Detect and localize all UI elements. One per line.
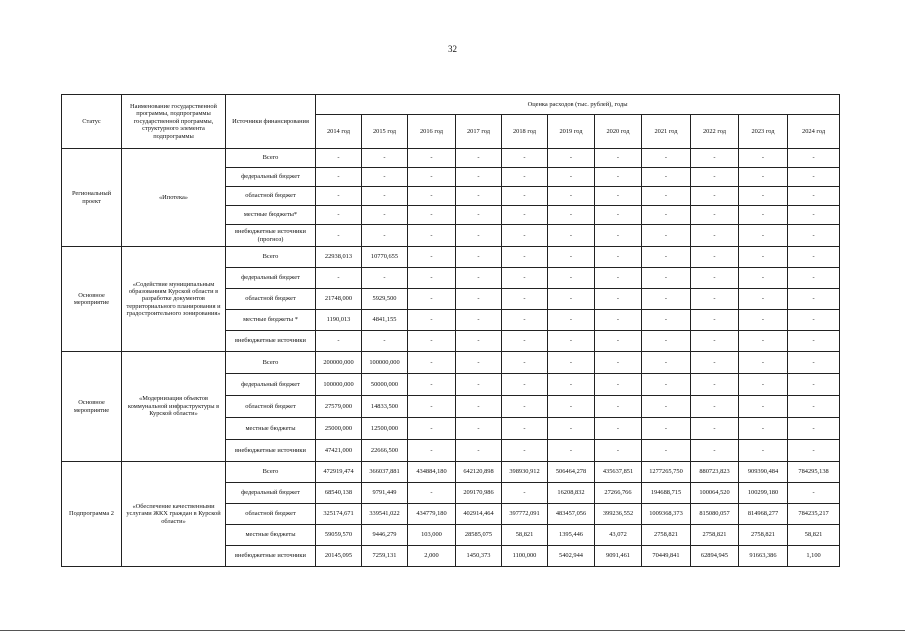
value-cell: 339541,022 [362,504,408,525]
value-cell: - [408,352,456,374]
value-cell: 50000,000 [362,374,408,396]
header-year: 2023 год [739,115,788,149]
value-cell: - [691,310,739,331]
value-cell: - [788,374,840,396]
value-cell: 27579,000 [316,396,362,418]
value-cell: - [739,331,788,352]
value-cell: 103,000 [408,525,456,546]
value-cell: - [642,418,691,440]
value-cell: - [548,289,595,310]
source-cell: областной бюджет [226,396,316,418]
value-cell: 21748,000 [316,289,362,310]
value-cell: 22666,500 [362,440,408,462]
source-cell: местные бюджеты [226,525,316,546]
value-cell: - [788,187,840,206]
value-cell: 25000,000 [316,418,362,440]
value-cell: - [595,310,642,331]
value-cell: - [691,149,739,168]
value-cell: - [408,206,456,225]
value-cell: - [739,187,788,206]
table-row [62,247,840,268]
value-cell: 1450,373 [456,546,502,567]
value-cell: - [739,440,788,462]
value-cell: 22938,013 [316,247,362,268]
value-cell: 784295,138 [788,462,840,483]
value-cell: 472919,474 [316,462,362,483]
value-cell: - [316,331,362,352]
value-cell: 434884,180 [408,462,456,483]
status-cell: Региональный проект [62,149,122,247]
value-cell: - [642,225,691,247]
value-cell: - [408,225,456,247]
value-cell: - [548,247,595,268]
value-cell: - [595,331,642,352]
value-cell: - [691,289,739,310]
value-cell: 27266,766 [595,483,642,504]
status-cell: Подпрограмма 2 [62,462,122,567]
value-cell: - [502,247,548,268]
value-cell: - [456,149,502,168]
value-cell: - [642,374,691,396]
value-cell: - [739,352,788,374]
value-cell: 642120,898 [456,462,502,483]
value-cell: - [408,396,456,418]
program-name-cell: «Содействие муниципальным образованиям Курской области в разработке документов территориального планирования и градостроительного зонирования» [122,247,226,352]
value-cell: - [595,374,642,396]
value-cell: - [502,310,548,331]
value-cell: - [595,440,642,462]
value-cell: - [456,310,502,331]
value-cell: - [642,206,691,225]
budget-table [61,94,840,567]
source-cell: областной бюджет [226,187,316,206]
value-cell: 1190,013 [316,310,362,331]
value-cell: 5402,944 [548,546,595,567]
value-cell: - [456,396,502,418]
value-cell: - [642,187,691,206]
source-cell: местные бюджеты [226,418,316,440]
value-cell: - [408,331,456,352]
value-cell: - [456,187,502,206]
program-name-cell: «Ипотека» [122,149,226,247]
value-cell: - [548,149,595,168]
value-cell: - [316,187,362,206]
value-cell: 2758,821 [739,525,788,546]
value-cell: - [548,331,595,352]
value-cell: 100299,180 [739,483,788,504]
value-cell: - [642,289,691,310]
value-cell: - [548,374,595,396]
value-cell: - [788,206,840,225]
value-cell: - [691,331,739,352]
value-cell: 28585,075 [456,525,502,546]
value-cell: - [739,396,788,418]
value-cell: - [691,187,739,206]
value-cell: 435637,851 [595,462,642,483]
value-cell: - [362,206,408,225]
page-bottom-edge [0,630,905,631]
value-cell: 16208,832 [548,483,595,504]
value-cell: 434779,180 [408,504,456,525]
value-cell: - [502,289,548,310]
value-cell: 880723,823 [691,462,739,483]
value-cell: 9091,461 [595,546,642,567]
value-cell: - [642,331,691,352]
value-cell: - [408,187,456,206]
value-cell: - [456,168,502,187]
source-cell: областной бюджет [226,504,316,525]
source-cell: внебюджетные источники (прогноз) [226,225,316,247]
value-cell: 43,072 [595,525,642,546]
value-cell: - [548,268,595,289]
value-cell: - [691,374,739,396]
value-cell: - [788,440,840,462]
source-cell: федеральный бюджет [226,483,316,504]
source-cell: внебюджетные источники [226,546,316,567]
source-cell: Всего [226,352,316,374]
value-cell: - [456,352,502,374]
value-cell: - [739,206,788,225]
header-estimate: Оценка расходов (тыс. рублей), годы [316,95,840,115]
value-cell: 5929,500 [362,289,408,310]
value-cell: 402914,464 [456,504,502,525]
value-cell: - [595,225,642,247]
status-cell: Основное мероприятие [62,352,122,462]
value-cell: - [362,187,408,206]
header-year: 2017 год [456,115,502,149]
header-year: 2018 год [502,115,548,149]
source-cell: областной бюджет [226,289,316,310]
value-cell: - [408,440,456,462]
value-cell: 784235,217 [788,504,840,525]
table-row [62,462,840,483]
value-cell: - [595,418,642,440]
value-cell: 398930,912 [502,462,548,483]
value-cell: 397772,091 [502,504,548,525]
source-cell: федеральный бюджет [226,268,316,289]
value-cell: - [739,247,788,268]
value-cell: - [642,310,691,331]
value-cell: - [502,352,548,374]
value-cell: - [548,310,595,331]
value-cell: - [739,289,788,310]
value-cell: 14833,500 [362,396,408,418]
value-cell: - [456,225,502,247]
value-cell: - [691,247,739,268]
value-cell: 59059,570 [316,525,362,546]
value-cell: - [548,352,595,374]
value-cell: 68540,138 [316,483,362,504]
value-cell: 100000,000 [316,374,362,396]
value-cell: - [788,331,840,352]
value-cell: - [316,206,362,225]
value-cell: - [788,483,840,504]
value-cell: 814968,277 [739,504,788,525]
value-cell: - [691,206,739,225]
value-cell: - [408,247,456,268]
value-cell: - [408,374,456,396]
value-cell: - [548,168,595,187]
value-cell: 2758,821 [691,525,739,546]
value-cell: - [739,168,788,187]
value-cell: 1009368,373 [642,504,691,525]
value-cell: - [548,396,595,418]
value-cell: - [788,225,840,247]
value-cell: - [788,168,840,187]
value-cell: 483457,056 [548,504,595,525]
value-cell: - [502,225,548,247]
value-cell: - [691,225,739,247]
source-cell: местные бюджеты * [226,310,316,331]
source-cell: Всего [226,462,316,483]
value-cell: - [548,187,595,206]
program-name-cell: «Модернизация объектов коммунальной инфраструктуры в Курской области» [122,352,226,462]
value-cell: - [456,418,502,440]
value-cell: 209170,986 [456,483,502,504]
value-cell: - [788,352,840,374]
value-cell: - [408,289,456,310]
header-year: 2022 год [691,115,739,149]
value-cell: 10770,655 [362,247,408,268]
value-cell: 58,821 [788,525,840,546]
value-cell: - [408,418,456,440]
value-cell: - [788,247,840,268]
value-cell: 1100,000 [502,546,548,567]
value-cell: - [408,310,456,331]
value-cell: - [739,418,788,440]
value-cell: 20145,095 [316,546,362,567]
value-cell: 1,100 [788,546,840,567]
value-cell: - [316,168,362,187]
value-cell: - [502,374,548,396]
source-cell: Всего [226,247,316,268]
table-row [62,352,840,374]
value-cell: 325174,671 [316,504,362,525]
value-cell: - [316,268,362,289]
value-cell: 100064,520 [691,483,739,504]
header-year: 2014 год [316,115,362,149]
value-cell: 1277265,750 [642,462,691,483]
value-cell: - [502,331,548,352]
value-cell: 200000,000 [316,352,362,374]
value-cell: - [548,225,595,247]
value-cell: 1395,446 [548,525,595,546]
value-cell: - [316,225,362,247]
value-cell: 399236,552 [595,504,642,525]
value-cell: - [502,418,548,440]
source-cell: внебюджетные источники [226,440,316,462]
value-cell: 2,000 [408,546,456,567]
value-cell: - [642,247,691,268]
value-cell: - [502,149,548,168]
value-cell: - [642,268,691,289]
value-cell: - [456,206,502,225]
value-cell: - [362,331,408,352]
value-cell: 58,821 [502,525,548,546]
value-cell: - [456,247,502,268]
value-cell: 909390,484 [739,462,788,483]
value-cell: - [788,396,840,418]
value-cell: - [408,149,456,168]
value-cell: 91663,386 [739,546,788,567]
value-cell: - [548,206,595,225]
value-cell: - [788,149,840,168]
value-cell: - [502,440,548,462]
header-status: Статус [62,95,122,149]
value-cell: - [316,149,362,168]
page-number: 32 [448,44,457,54]
value-cell: - [642,149,691,168]
value-cell: 100000,000 [362,352,408,374]
value-cell: 70449,841 [642,546,691,567]
value-cell: 506464,278 [548,462,595,483]
value-cell: - [642,352,691,374]
header-year: 2015 год [362,115,408,149]
value-cell: - [595,247,642,268]
value-cell: 366037,881 [362,462,408,483]
header-year: 2020 год [595,115,642,149]
header-year: 2021 год [642,115,691,149]
value-cell: - [691,440,739,462]
value-cell: 47421,000 [316,440,362,462]
value-cell: - [456,268,502,289]
value-cell: - [362,149,408,168]
source-cell: внебюджетные источники [226,331,316,352]
program-name-cell: «Обеспечение качественными услугами ЖКХ граждан в Курской области» [122,462,226,567]
value-cell: - [739,374,788,396]
value-cell: - [362,268,408,289]
value-cell: - [456,331,502,352]
source-cell: Всего [226,149,316,168]
value-cell: - [788,418,840,440]
value-cell: - [691,396,739,418]
value-cell: - [502,396,548,418]
value-cell: - [691,352,739,374]
value-cell: - [502,268,548,289]
value-cell: - [502,168,548,187]
value-cell: - [595,268,642,289]
value-cell: - [788,289,840,310]
value-cell: - [642,396,691,418]
value-cell: - [548,440,595,462]
value-cell: - [502,187,548,206]
value-cell: - [595,187,642,206]
value-cell: - [408,483,456,504]
value-cell: - [595,352,642,374]
header-year: 2024 год [788,115,840,149]
value-cell: - [739,310,788,331]
value-cell: - [691,418,739,440]
value-cell: - [739,149,788,168]
value-cell: - [642,168,691,187]
value-cell: - [691,268,739,289]
value-cell: 9446,279 [362,525,408,546]
value-cell: - [362,225,408,247]
value-cell: 7259,131 [362,546,408,567]
source-cell: местные бюджеты* [226,206,316,225]
header-year: 2016 год [408,115,456,149]
value-cell: - [691,168,739,187]
value-cell: - [788,310,840,331]
value-cell: 9791,449 [362,483,408,504]
value-cell: - [456,440,502,462]
value-cell: - [595,168,642,187]
header-name: Наименование государственной программы, подпрограммы государственной программы, структурного элемента подпрограммы [122,95,226,149]
status-cell: Основное мероприятие [62,247,122,352]
source-cell: федеральный бюджет [226,168,316,187]
value-cell: - [595,149,642,168]
source-cell: федеральный бюджет [226,374,316,396]
value-cell: - [408,168,456,187]
value-cell: - [595,396,642,418]
value-cell: - [595,289,642,310]
value-cell: - [502,483,548,504]
value-cell: 815080,057 [691,504,739,525]
value-cell: - [408,268,456,289]
header-year: 2019 год [548,115,595,149]
value-cell: - [788,268,840,289]
value-cell: - [739,225,788,247]
value-cell: - [456,289,502,310]
value-cell: 2758,821 [642,525,691,546]
value-cell: 194688,715 [642,483,691,504]
value-cell: - [502,206,548,225]
value-cell: - [595,206,642,225]
value-cell: 4841,155 [362,310,408,331]
value-cell: - [642,440,691,462]
value-cell: 62894,945 [691,546,739,567]
value-cell: 12500,000 [362,418,408,440]
value-cell: - [456,374,502,396]
value-cell: - [362,168,408,187]
value-cell: - [548,418,595,440]
header-source: Источники финансирования [226,95,316,149]
value-cell: - [739,268,788,289]
table-row [62,149,840,168]
